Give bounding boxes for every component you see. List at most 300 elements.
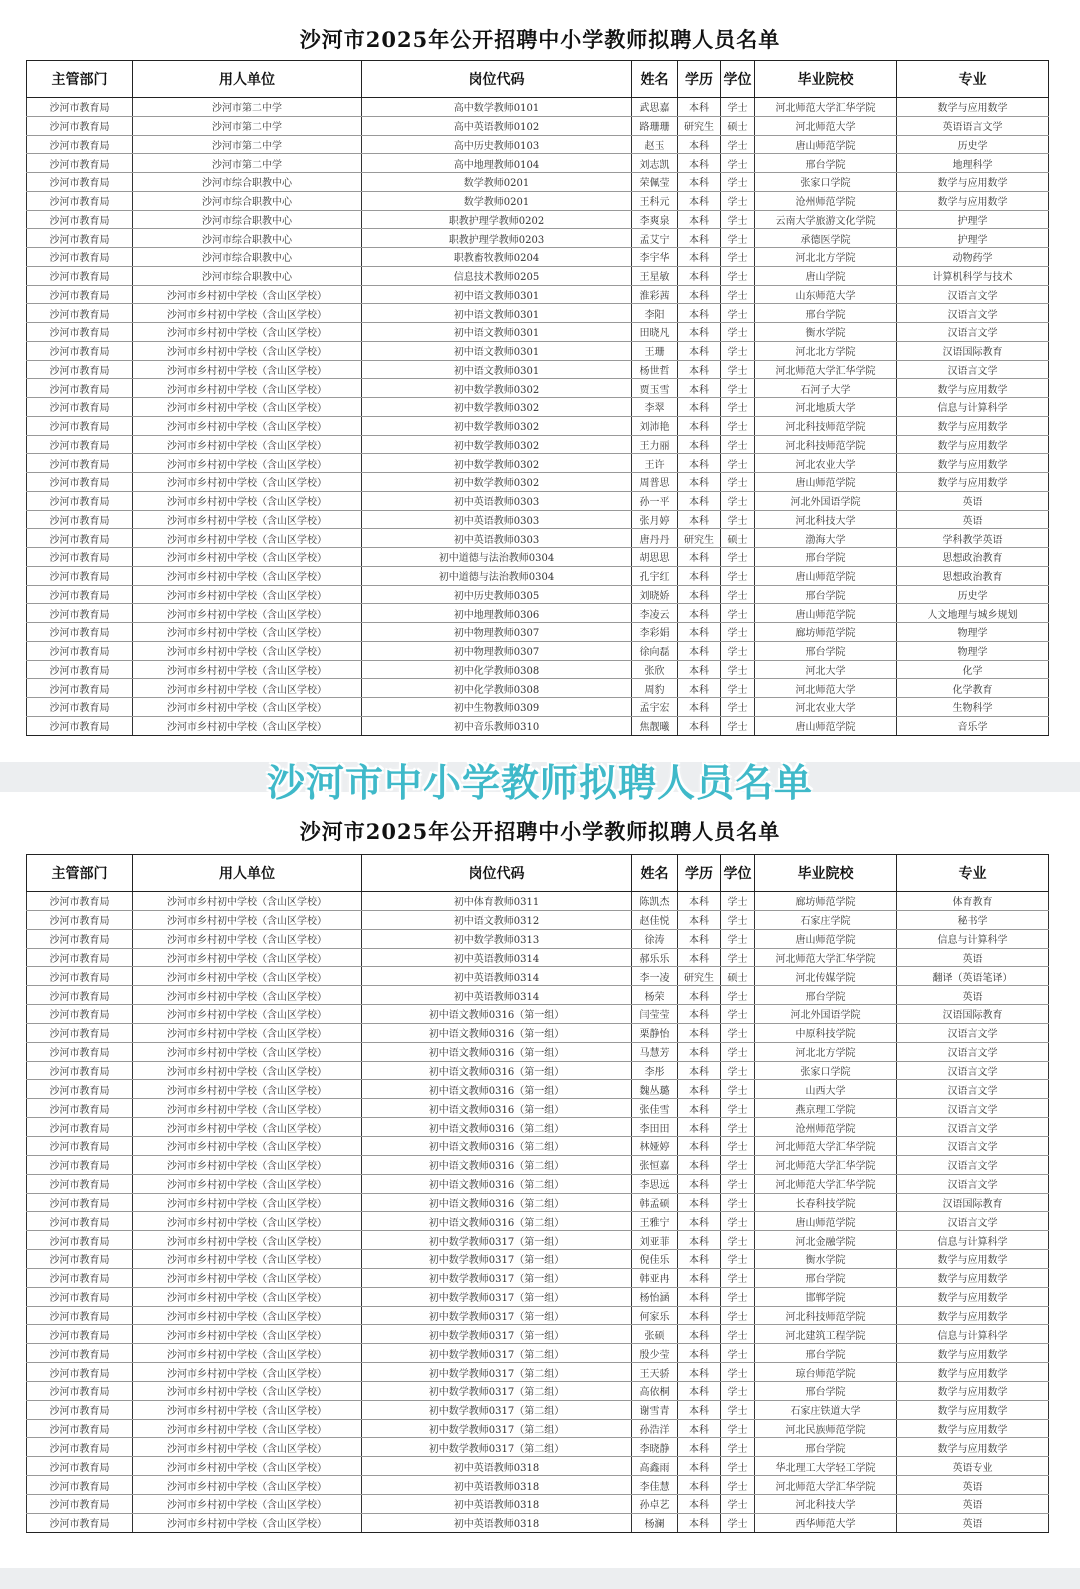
- cell-school: 唐山师范学院: [755, 1212, 897, 1231]
- table-row: [27, 304, 1049, 323]
- cell-degree: 学士: [721, 1193, 755, 1212]
- cell-major: 数学与应用数学: [897, 1287, 1049, 1306]
- cell-name: 何家乐: [632, 1306, 678, 1325]
- cell-major: 生物科学: [897, 698, 1049, 717]
- cell-employer: 沙河市乡村初中学校（含山区学校）: [133, 1250, 362, 1269]
- cell-position-code: 初中数学教师0317（第二组）: [362, 1344, 632, 1363]
- cell-school: 邢台学院: [755, 1344, 897, 1363]
- cell-employer: 沙河市乡村初中学校（含山区学校）: [133, 529, 362, 548]
- table-row: [27, 1174, 1049, 1193]
- cell-position-code: 高中数学教师0101: [362, 98, 632, 117]
- cell-position-code: 初中数学教师0317（第二组）: [362, 1419, 632, 1438]
- cell-education: 本科: [678, 1099, 721, 1118]
- table-row: [27, 1400, 1049, 1419]
- cell-position-code: 初中英语教师0318: [362, 1476, 632, 1495]
- cell-school: 唐山学院: [755, 266, 897, 285]
- cell-employer: 沙河市乡村初中学校（含山区学校）: [133, 1193, 362, 1212]
- cell-name: 刘亚菲: [632, 1231, 678, 1250]
- cell-degree: 学士: [721, 892, 755, 911]
- cell-employer: 沙河市乡村初中学校（含山区学校）: [133, 1306, 362, 1325]
- cell-major: 翻译（英语笔译）: [897, 967, 1049, 986]
- cell-education: 本科: [678, 473, 721, 492]
- table-row: [27, 566, 1049, 585]
- cell-education: 本科: [678, 210, 721, 229]
- cell-position-code: 初中英语教师0303: [362, 529, 632, 548]
- cell-name: 张月婷: [632, 510, 678, 529]
- cell-education: 本科: [678, 1419, 721, 1438]
- cell-school: 衡水学院: [755, 1250, 897, 1269]
- cell-department: 沙河市教育局: [27, 304, 133, 323]
- cell-name: 陈凯杰: [632, 892, 678, 911]
- cell-name: 谢雪青: [632, 1400, 678, 1419]
- table-row: [27, 548, 1049, 567]
- cell-name: 闫莹莹: [632, 1005, 678, 1024]
- cell-major: 数学与应用数学: [897, 416, 1049, 435]
- cell-degree: 硕士: [721, 967, 755, 986]
- cell-employer: 沙河市乡村初中学校（含山区学校）: [133, 1513, 362, 1532]
- table-row: [27, 1118, 1049, 1137]
- cell-employer: 沙河市乡村初中学校（含山区学校）: [133, 1381, 362, 1400]
- cell-position-code: 初中数学教师0302: [362, 454, 632, 473]
- cell-position-code: 数学教师0201: [362, 173, 632, 192]
- cell-major: 地理科学: [897, 154, 1049, 173]
- cell-school: 唐山师范学院: [755, 566, 897, 585]
- table-row: [27, 154, 1049, 173]
- cell-school: 石家庄学院: [755, 910, 897, 929]
- table-row: [27, 1287, 1049, 1306]
- cell-position-code: 初中数学教师0317（第一组）: [362, 1306, 632, 1325]
- cell-position-code: 初中语文教师0301: [362, 285, 632, 304]
- cell-department: 沙河市教育局: [27, 1495, 133, 1514]
- cell-major: 英语: [897, 491, 1049, 510]
- cell-department: 沙河市教育局: [27, 1136, 133, 1155]
- cell-education: 本科: [678, 154, 721, 173]
- table-row: [27, 266, 1049, 285]
- cell-name: 李佳慧: [632, 1476, 678, 1495]
- cell-employer: 沙河市乡村初中学校（含山区学校）: [133, 1419, 362, 1438]
- cell-employer: 沙河市乡村初中学校（含山区学校）: [133, 1438, 362, 1457]
- cell-employer: 沙河市乡村初中学校（含山区学校）: [133, 679, 362, 698]
- cell-education: 本科: [678, 416, 721, 435]
- cell-degree: 学士: [721, 1363, 755, 1382]
- cell-employer: 沙河市乡村初中学校（含山区学校）: [133, 1136, 362, 1155]
- cell-position-code: 初中道德与法治教师0304: [362, 548, 632, 567]
- cell-major: 学科教学英语: [897, 529, 1049, 548]
- cell-education: 本科: [678, 1400, 721, 1419]
- cell-position-code: 初中数学教师0302: [362, 416, 632, 435]
- cell-degree: 学士: [721, 1268, 755, 1287]
- cell-employer: 沙河市乡村初中学校（含山区学校）: [133, 1118, 362, 1137]
- cell-degree: 学士: [721, 229, 755, 248]
- cell-degree: 学士: [721, 1476, 755, 1495]
- cell-position-code: 初中英语教师0318: [362, 1513, 632, 1532]
- cell-major: 汉语言文学: [897, 1061, 1049, 1080]
- cell-position-code: 初中语文教师0316（第二组）: [362, 1193, 632, 1212]
- cell-major: 化学: [897, 660, 1049, 679]
- cell-school: 华北理工大学轻工学院: [755, 1457, 897, 1476]
- table-row: [27, 210, 1049, 229]
- cell-name: 荣佩莹: [632, 173, 678, 192]
- cell-degree: 学士: [721, 1212, 755, 1231]
- cell-employer: 沙河市乡村初中学校（含山区学校）: [133, 1476, 362, 1495]
- cell-degree: 学士: [721, 248, 755, 267]
- overlay-banner-title: 沙河市中小学教师拟聘人员名单: [266, 761, 813, 805]
- cell-education: 本科: [678, 229, 721, 248]
- cell-degree: 学士: [721, 585, 755, 604]
- cell-department: 沙河市教育局: [27, 1212, 133, 1231]
- cell-position-code: 初中化学教师0308: [362, 679, 632, 698]
- cell-position-code: 初中语文教师0301: [362, 360, 632, 379]
- cell-education: 本科: [678, 1438, 721, 1457]
- cell-department: 沙河市教育局: [27, 566, 133, 585]
- cell-major: 历史学: [897, 135, 1049, 154]
- table-row: [27, 929, 1049, 948]
- cell-school: 河北农业大学: [755, 454, 897, 473]
- cell-department: 沙河市教育局: [27, 116, 133, 135]
- cell-major: 秘书学: [897, 910, 1049, 929]
- cell-department: 沙河市教育局: [27, 341, 133, 360]
- cell-degree: 学士: [721, 1136, 755, 1155]
- cell-school: 河北地质大学: [755, 398, 897, 417]
- cell-employer: 沙河市乡村初中学校（含山区学校）: [133, 435, 362, 454]
- cell-education: 本科: [678, 1250, 721, 1269]
- cell-position-code: 初中数学教师0317（第二组）: [362, 1400, 632, 1419]
- cell-degree: 学士: [721, 948, 755, 967]
- cell-employer: 沙河市乡村初中学校（含山区学校）: [133, 360, 362, 379]
- cell-school: 唐山师范学院: [755, 135, 897, 154]
- cell-major: 汉语国际教育: [897, 1193, 1049, 1212]
- cell-school: 河北传媒学院: [755, 967, 897, 986]
- cell-degree: 学士: [721, 1118, 755, 1137]
- cell-department: 沙河市教育局: [27, 210, 133, 229]
- cell-school: 唐山师范学院: [755, 716, 897, 735]
- cell-employer: 沙河市乡村初中学校（含山区学校）: [133, 986, 362, 1005]
- cell-major: 人文地理与城乡规划: [897, 604, 1049, 623]
- cell-major: 汉语言文学: [897, 285, 1049, 304]
- cell-department: 沙河市教育局: [27, 986, 133, 1005]
- cell-name: 李阳: [632, 304, 678, 323]
- cell-major: 汉语国际教育: [897, 341, 1049, 360]
- cell-education: 本科: [678, 1005, 721, 1024]
- cell-major: 汉语言文学: [897, 1174, 1049, 1193]
- table-row: [27, 248, 1049, 267]
- cell-education: 本科: [678, 510, 721, 529]
- cell-name: 张恒嘉: [632, 1155, 678, 1174]
- cell-name: 路珊珊: [632, 116, 678, 135]
- cell-department: 沙河市教育局: [27, 1061, 133, 1080]
- table-row: [27, 98, 1049, 117]
- cell-major: 汉语言文学: [897, 1212, 1049, 1231]
- cell-degree: 学士: [721, 1325, 755, 1344]
- cell-education: 本科: [678, 1231, 721, 1250]
- cell-education: 本科: [678, 248, 721, 267]
- cell-employer: 沙河市乡村初中学校（含山区学校）: [133, 454, 362, 473]
- cell-employer: 沙河市乡村初中学校（含山区学校）: [133, 892, 362, 911]
- cell-school: 河北外国语学院: [755, 491, 897, 510]
- cell-education: 本科: [678, 266, 721, 285]
- cell-major: 英语专业: [897, 1457, 1049, 1476]
- cell-school: 河北科技大学: [755, 510, 897, 529]
- cell-department: 沙河市教育局: [27, 98, 133, 117]
- cell-position-code: 初中英语教师0318: [362, 1457, 632, 1476]
- cell-department: 沙河市教育局: [27, 135, 133, 154]
- column-header-education: 学历: [678, 61, 721, 98]
- cell-position-code: 初中语文教师0316（第二组）: [362, 1212, 632, 1231]
- cell-employer: 沙河市乡村初中学校（含山区学校）: [133, 473, 362, 492]
- cell-major: 信息与计算科学: [897, 929, 1049, 948]
- cell-employer: 沙河市乡村初中学校（含山区学校）: [133, 948, 362, 967]
- table-row: [27, 1212, 1049, 1231]
- table-row: [27, 604, 1049, 623]
- cell-position-code: 初中语文教师0316（第一组）: [362, 1005, 632, 1024]
- cell-department: 沙河市教育局: [27, 1400, 133, 1419]
- cell-name: 贾玉雪: [632, 379, 678, 398]
- cell-school: 河北北方学院: [755, 1042, 897, 1061]
- cell-employer: 沙河市乡村初中学校（含山区学校）: [133, 398, 362, 417]
- cell-major: 信息与计算科学: [897, 1231, 1049, 1250]
- cell-degree: 学士: [721, 416, 755, 435]
- cell-school: 琼台师范学院: [755, 1363, 897, 1382]
- cell-major: 汉语言文学: [897, 360, 1049, 379]
- cell-department: 沙河市教育局: [27, 1023, 133, 1042]
- cell-department: 沙河市教育局: [27, 1287, 133, 1306]
- cell-name: 张佳雪: [632, 1099, 678, 1118]
- cell-name: 周普思: [632, 473, 678, 492]
- cell-education: 本科: [678, 566, 721, 585]
- cell-department: 沙河市教育局: [27, 1344, 133, 1363]
- cell-employer: 沙河市乡村初中学校（含山区学校）: [133, 548, 362, 567]
- cell-degree: 学士: [721, 1005, 755, 1024]
- cell-employer: 沙河市乡村初中学校（含山区学校）: [133, 379, 362, 398]
- table-row: [27, 1325, 1049, 1344]
- cell-name: 孟宇宏: [632, 698, 678, 717]
- cell-position-code: 初中地理教师0306: [362, 604, 632, 623]
- table-row: [27, 416, 1049, 435]
- cell-name: 李彤: [632, 1061, 678, 1080]
- cell-major: 数学与应用数学: [897, 1268, 1049, 1287]
- cell-department: 沙河市教育局: [27, 491, 133, 510]
- cell-education: 本科: [678, 604, 721, 623]
- column-header-employer: 用人单位: [133, 855, 362, 892]
- document-title: 沙河市2025年公开招聘中小学教师拟聘人员名单: [299, 819, 781, 844]
- cell-position-code: 初中数学教师0302: [362, 435, 632, 454]
- cell-department: 沙河市教育局: [27, 604, 133, 623]
- cell-name: 李凌云: [632, 604, 678, 623]
- cell-department: 沙河市教育局: [27, 1457, 133, 1476]
- cell-school: 燕京理工学院: [755, 1099, 897, 1118]
- cell-employer: 沙河市乡村初中学校（含山区学校）: [133, 416, 362, 435]
- cell-major: 汉语言文学: [897, 1023, 1049, 1042]
- cell-degree: 学士: [721, 641, 755, 660]
- table-row: [27, 698, 1049, 717]
- cell-major: 数学与应用数学: [897, 98, 1049, 117]
- cell-name: 张硕: [632, 1325, 678, 1344]
- table-row: [27, 1363, 1049, 1382]
- cell-name: 王许: [632, 454, 678, 473]
- table-header-row: [27, 61, 1049, 98]
- cell-degree: 学士: [721, 1231, 755, 1250]
- cell-school: 河北师范大学: [755, 116, 897, 135]
- cell-employer: 沙河市乡村初中学校（含山区学校）: [133, 1231, 362, 1250]
- cell-employer: 沙河市第二中学: [133, 116, 362, 135]
- cell-major: 英语: [897, 1476, 1049, 1495]
- cell-school: 河北师范大学汇华学院: [755, 1155, 897, 1174]
- cell-school: 邢台学院: [755, 1438, 897, 1457]
- cell-major: 物理学: [897, 641, 1049, 660]
- cell-employer: 沙河市乡村初中学校（含山区学校）: [133, 1023, 362, 1042]
- table-row: [27, 623, 1049, 642]
- cell-name: 王珊: [632, 341, 678, 360]
- cell-degree: 学士: [721, 341, 755, 360]
- cell-name: 田晓凡: [632, 323, 678, 342]
- cell-position-code: 初中英语教师0303: [362, 510, 632, 529]
- cell-degree: 学士: [721, 210, 755, 229]
- cell-position-code: 初中英语教师0318: [362, 1495, 632, 1514]
- cell-school: 长春科技学院: [755, 1193, 897, 1212]
- cell-degree: 学士: [721, 323, 755, 342]
- cell-employer: 沙河市乡村初中学校（含山区学校）: [133, 341, 362, 360]
- cell-education: 研究生: [678, 529, 721, 548]
- cell-department: 沙河市教育局: [27, 1476, 133, 1495]
- cell-major: 思想政治教育: [897, 566, 1049, 585]
- column-header-employer: 用人单位: [133, 61, 362, 98]
- cell-employer: 沙河市乡村初中学校（含山区学校）: [133, 623, 362, 642]
- cell-degree: 学士: [721, 1438, 755, 1457]
- cell-education: 本科: [678, 1155, 721, 1174]
- cell-education: 本科: [678, 360, 721, 379]
- cell-school: 河北师范大学汇华学院: [755, 1476, 897, 1495]
- cell-degree: 学士: [721, 491, 755, 510]
- cell-position-code: 初中道德与法治教师0304: [362, 566, 632, 585]
- cell-degree: 学士: [721, 679, 755, 698]
- cell-department: 沙河市教育局: [27, 585, 133, 604]
- cell-education: 本科: [678, 1174, 721, 1193]
- appointees-table: [26, 854, 1049, 1533]
- cell-degree: 学士: [721, 1287, 755, 1306]
- cell-employer: 沙河市乡村初中学校（含山区学校）: [133, 285, 362, 304]
- cell-school: 河北金融学院: [755, 1231, 897, 1250]
- cell-department: 沙河市教育局: [27, 1118, 133, 1137]
- cell-major: 物理学: [897, 623, 1049, 642]
- cell-school: 河北建筑工程学院: [755, 1325, 897, 1344]
- cell-major: 信息与计算科学: [897, 398, 1049, 417]
- cell-education: 本科: [678, 679, 721, 698]
- table-row: [27, 379, 1049, 398]
- cell-name: 周豹: [632, 679, 678, 698]
- cell-education: 本科: [678, 398, 721, 417]
- cell-name: 淮彩茜: [632, 285, 678, 304]
- table-row: [27, 1513, 1049, 1532]
- cell-school: 河北民族师范学院: [755, 1419, 897, 1438]
- cell-education: 本科: [678, 135, 721, 154]
- cell-school: 邢台学院: [755, 986, 897, 1005]
- cell-major: 化学教育: [897, 679, 1049, 698]
- cell-school: 西华师范大学: [755, 1513, 897, 1532]
- table-row: [27, 910, 1049, 929]
- column-header-name: 姓名: [632, 855, 678, 892]
- cell-name: 李彩娟: [632, 623, 678, 642]
- cell-department: 沙河市教育局: [27, 948, 133, 967]
- cell-major: 汉语言文学: [897, 1136, 1049, 1155]
- cell-position-code: 初中语文教师0301: [362, 341, 632, 360]
- table-row: [27, 1419, 1049, 1438]
- cell-major: 英语: [897, 510, 1049, 529]
- cell-school: 云南大学旅游文化学院: [755, 210, 897, 229]
- cell-department: 沙河市教育局: [27, 967, 133, 986]
- cell-employer: 沙河市乡村初中学校（含山区学校）: [133, 641, 362, 660]
- cell-employer: 沙河市第二中学: [133, 98, 362, 117]
- cell-degree: 学士: [721, 1250, 755, 1269]
- cell-education: 本科: [678, 1363, 721, 1382]
- cell-name: 倪佳乐: [632, 1250, 678, 1269]
- cell-name: 杨荣: [632, 986, 678, 1005]
- cell-major: 体育教育: [897, 892, 1049, 911]
- cell-education: 本科: [678, 491, 721, 510]
- cell-employer: 沙河市综合职教中心: [133, 266, 362, 285]
- table-row: [27, 1061, 1049, 1080]
- cell-department: 沙河市教育局: [27, 1363, 133, 1382]
- cell-school: 邢台学院: [755, 1381, 897, 1400]
- cell-employer: 沙河市乡村初中学校（含山区学校）: [133, 698, 362, 717]
- cell-position-code: 职教护理学教师0202: [362, 210, 632, 229]
- cell-department: 沙河市教育局: [27, 173, 133, 192]
- cell-position-code: 职教护理学教师0203: [362, 229, 632, 248]
- cell-school: 唐山师范学院: [755, 473, 897, 492]
- cell-school: 廊坊师范学院: [755, 892, 897, 911]
- table-row: [27, 1476, 1049, 1495]
- cell-education: 研究生: [678, 116, 721, 135]
- cell-employer: 沙河市综合职教中心: [133, 173, 362, 192]
- cell-education: 本科: [678, 1061, 721, 1080]
- cell-education: 本科: [678, 1042, 721, 1061]
- cell-name: 刘晓娇: [632, 585, 678, 604]
- cell-education: 本科: [678, 1287, 721, 1306]
- table-row: [27, 1438, 1049, 1457]
- cell-department: 沙河市教育局: [27, 1513, 133, 1532]
- table-row: [27, 585, 1049, 604]
- cell-degree: 学士: [721, 98, 755, 117]
- cell-education: 本科: [678, 323, 721, 342]
- cell-employer: 沙河市乡村初中学校（含山区学校）: [133, 716, 362, 735]
- cell-name: 赵玉: [632, 135, 678, 154]
- cell-degree: 学士: [721, 266, 755, 285]
- cell-school: 承德医学院: [755, 229, 897, 248]
- cell-name: 焦靓曦: [632, 716, 678, 735]
- cell-position-code: 初中数学教师0317（第一组）: [362, 1268, 632, 1287]
- cell-employer: 沙河市乡村初中学校（含山区学校）: [133, 604, 362, 623]
- table-row: [27, 116, 1049, 135]
- cell-employer: 沙河市乡村初中学校（含山区学校）: [133, 660, 362, 679]
- cell-major: 护理学: [897, 210, 1049, 229]
- cell-school: 山西大学: [755, 1080, 897, 1099]
- cell-major: 英语: [897, 1513, 1049, 1532]
- cell-department: 沙河市教育局: [27, 1231, 133, 1250]
- cell-name: 李翠: [632, 398, 678, 417]
- cell-name: 张欣: [632, 660, 678, 679]
- cell-name: 孙浩洋: [632, 1419, 678, 1438]
- table-row: [27, 1381, 1049, 1400]
- table-row: [27, 1005, 1049, 1024]
- cell-education: 本科: [678, 910, 721, 929]
- cell-department: 沙河市教育局: [27, 679, 133, 698]
- cell-education: 本科: [678, 379, 721, 398]
- cell-position-code: 初中体育教师0311: [362, 892, 632, 911]
- cell-department: 沙河市教育局: [27, 716, 133, 735]
- cell-employer: 沙河市乡村初中学校（含山区学校）: [133, 491, 362, 510]
- cell-degree: 学士: [721, 1306, 755, 1325]
- cell-department: 沙河市教育局: [27, 323, 133, 342]
- cell-major: 数学与应用数学: [897, 454, 1049, 473]
